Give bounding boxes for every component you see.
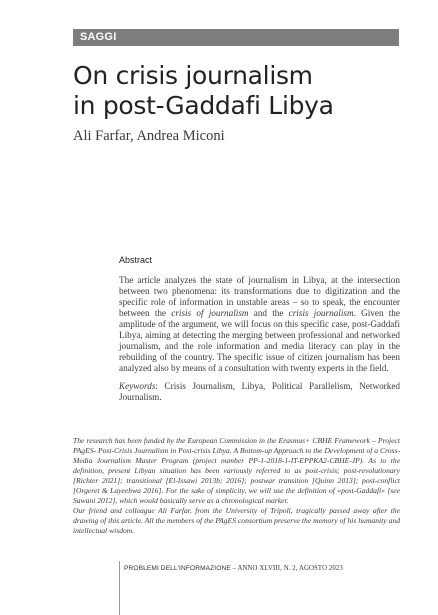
journal-issue: – ANNO XLVIII, N. 2, AGOSTO 2023 <box>230 565 343 572</box>
abstract-emphasis-2: crisis journalism <box>288 308 354 318</box>
section-label: SAGGI <box>73 29 399 46</box>
abstract-heading: Abstract <box>119 255 153 265</box>
memorial-footnote: Our friend and colleague Ali Farfar, from the University of Tripoli, tragically passed away after the drawing of this article. All the members of the PAgES consortium preserve the memory of his humanity and intellectual wisdom. <box>73 506 400 535</box>
article-title <box>73 61 403 121</box>
keywords <box>119 381 400 403</box>
abstract-body <box>119 275 400 374</box>
journal-footer <box>124 565 414 572</box>
title-line-1: On crisis journalism <box>73 61 313 90</box>
authors: Ali Farfar, Andrea Miconi <box>73 128 225 144</box>
keywords-text: : Crisis Journalism, Libya, Political Parallelism, Networked Journalism. <box>119 381 400 402</box>
abstract-text-3: . Given the amplitude of the argument, we will focus on this specific case, post-Gaddafi Libya, aiming at detecting the merging between professional and networked journalism, and the role information and media literacy can play in the rebuilding of the country. The specific issue of citizen journalism has been analyzed also by means of a consultation with twenty experts in the field. <box>119 308 400 373</box>
title-line-2: in post-Gaddafi Libya <box>73 91 334 120</box>
abstract-text-2: and the <box>248 308 289 318</box>
keywords-label: Keywords <box>119 381 156 391</box>
abstract-text-1: The article analyzes the state of journalism in Libya, at the intersection between two phenomena: its transformations due to digitization and the specific role of information in unstable areas – so to speak, the encounter between the <box>119 275 400 318</box>
abstract-emphasis-1: crisis of journalism <box>171 308 249 318</box>
footer-divider <box>119 561 120 615</box>
journal-name: PROBLEMI DELL'INFORMAZIONE <box>124 565 231 572</box>
funding-footnote: The research has been funded by the European Commission in the Erasmus+ CBHE Framework – Project PAgES- Post-Crisis Journalism in Post-crisis Libya. A Bottom-up Approach to the Development of a Cross-Media Journalism Master Program (project number PP-1-2018-1-IT-EPPKA2-CBHE-JP). As to the definition, present Libyan situation has been variously referred to as post-crisis; post-revolutionary [Richter 2021]; transitional [El-Issawi 2013b; 2016]; postwar transition [Quinn 2013]; post-conflict [Orgeret & Layeebwa 2016]. For the sake of simplicity, we will use the definition of «post-Gaddafi» [see Sawani 2012], which would basically serve as a chronological marker. <box>73 436 400 505</box>
